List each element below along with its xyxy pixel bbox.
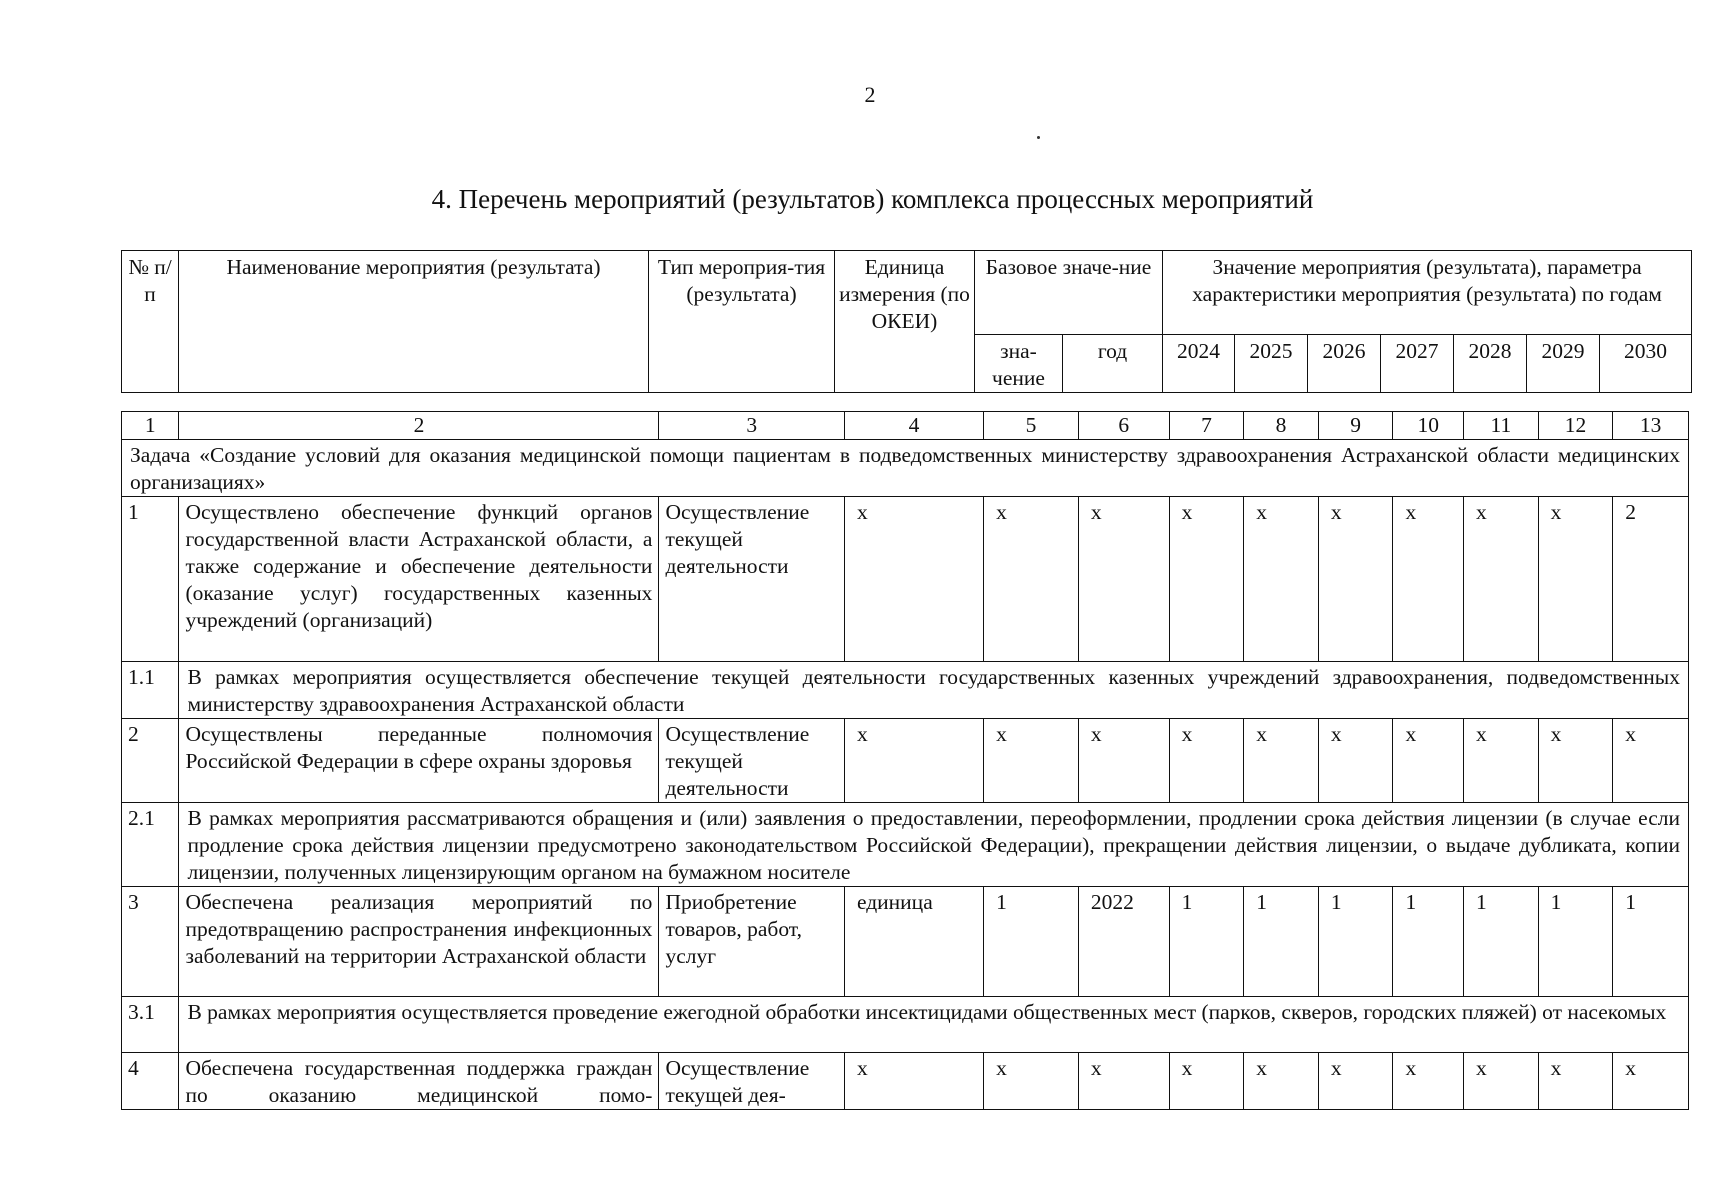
- header-unit: Единица измерения (по ОКЕИ): [835, 251, 975, 393]
- row-number: 2.1: [122, 803, 179, 887]
- value-cell: x: [1169, 719, 1244, 803]
- value-cell: x: [1244, 719, 1319, 803]
- value-cell: x: [1318, 497, 1393, 662]
- column-number: 8: [1244, 412, 1319, 440]
- column-number: 6: [1078, 412, 1169, 440]
- column-number: 9: [1318, 412, 1393, 440]
- header-year: 2028: [1454, 335, 1527, 393]
- column-number: 12: [1538, 412, 1613, 440]
- value-cell: 1: [1538, 887, 1613, 997]
- value-cell: x: [1538, 719, 1613, 803]
- section-title: 4. Перечень мероприятий (результатов) комплекса процессных мероприятий: [431, 184, 1314, 214]
- column-number-row: [122, 412, 1689, 440]
- value-cell: x: [1318, 1053, 1393, 1110]
- value-cell: 1: [1464, 887, 1539, 997]
- column-number: 4: [844, 412, 983, 440]
- page-number: 2: [864, 82, 876, 107]
- header-type: Тип мероприя-тия (результата): [649, 251, 835, 393]
- value-cell: x: [1613, 719, 1689, 803]
- value-cell: x: [1318, 719, 1393, 803]
- unit-cell: единица: [844, 887, 983, 997]
- column-number: 3: [659, 412, 845, 440]
- value-cell: x: [1538, 497, 1613, 662]
- row-number: 1: [122, 497, 179, 662]
- value-cell: x: [1464, 497, 1539, 662]
- column-number: 5: [984, 412, 1079, 440]
- header-base-year: год: [1063, 335, 1163, 393]
- header-base-value: зна-чение: [975, 335, 1063, 393]
- value-cell: x: [1613, 1053, 1689, 1110]
- value-cell: x: [1393, 1053, 1464, 1110]
- value-cell: x: [1538, 1053, 1613, 1110]
- value-cell: 1: [1318, 887, 1393, 997]
- row-number: 1.1: [122, 662, 179, 719]
- header-year: 2027: [1381, 335, 1454, 393]
- measure-note: В рамках мероприятия осуществляется проведение ежегодной обработки инсектицидами общественных мест (парков, скверов, городских пляжей) от насекомых: [179, 997, 1689, 1053]
- row-number: 3.1: [122, 997, 179, 1053]
- value-cell: 1: [1393, 887, 1464, 997]
- header-year: 2029: [1527, 335, 1600, 393]
- value-cell: x: [1244, 497, 1319, 662]
- measure-name: Обеспечена государственная поддержка граждан по оказанию медицинской помо-: [179, 1053, 659, 1110]
- task-text: Задача «Создание условий для оказания медицинской помощи пациентам в подведомственных министерству здравоохранения Астраханской области медицинских организациях»: [122, 440, 1689, 497]
- table-row: [122, 803, 1689, 887]
- measure-type: Приобретение товаров, работ, услуг: [659, 887, 845, 997]
- base-year-cell: 2022: [1078, 887, 1169, 997]
- measure-name: Осуществлено обеспечение функций органов государственной власти Астраханской области, а также содержание и обеспечение деятельности (оказание услуг) государственных казенных учреждений (организаций): [179, 497, 659, 662]
- value-cell: x: [1078, 719, 1169, 803]
- measure-note: В рамках мероприятия рассматриваются обращения и (или) заявления о предоставлении, переоформлении, продлении срока действия лицензии (в случае если продление срока действия лицензии предусмотрено законодательством Российской Федерации), прекращении действия лицензии, о выдаче дубликата, копии лицензии, полученных лицензирующим органом на бумажном носителе: [179, 803, 1689, 887]
- measure-type: Осуществление текущей дея-: [659, 1053, 845, 1110]
- task-row: [122, 440, 1689, 497]
- column-number: 13: [1613, 412, 1689, 440]
- table-row: [122, 997, 1689, 1053]
- value-cell: x: [984, 719, 1079, 803]
- value-cell: x: [1393, 719, 1464, 803]
- value-cell: x: [984, 497, 1079, 662]
- header-year: 2025: [1235, 335, 1308, 393]
- header-year: 2024: [1163, 335, 1235, 393]
- column-number: 1: [122, 412, 179, 440]
- header-values: Значение мероприятия (результата), параметра характеристики мероприятия (результата) по годам: [1163, 251, 1692, 335]
- measure-name: Осуществлены переданные полномочия Российской Федерации в сфере охраны здоровья: [179, 719, 659, 803]
- row-number: 3: [122, 887, 179, 997]
- header-table: [121, 250, 1692, 393]
- measure-type: Осуществление текущей деятельности: [659, 497, 845, 662]
- table-row: [122, 719, 1689, 803]
- value-cell: 1: [1169, 887, 1244, 997]
- value-cell: x: [1393, 497, 1464, 662]
- value-cell: x: [844, 1053, 983, 1110]
- value-cell: x: [1169, 497, 1244, 662]
- measure-type: Осуществление текущей деятельности: [659, 719, 845, 803]
- scan-speck: [1037, 136, 1040, 139]
- measures-table: [121, 411, 1689, 1110]
- value-cell: x: [1078, 1053, 1169, 1110]
- value-cell: 2: [1613, 497, 1689, 662]
- column-number: 7: [1169, 412, 1244, 440]
- value-cell: x: [1464, 1053, 1539, 1110]
- header-year: 2026: [1308, 335, 1381, 393]
- table-row: [122, 497, 1689, 662]
- value-cell: x: [1078, 497, 1169, 662]
- value-cell: 1: [1613, 887, 1689, 997]
- table-row: [122, 662, 1689, 719]
- value-cell: x: [844, 719, 983, 803]
- value-cell: x: [844, 497, 983, 662]
- header-base: Базовое значе-ние: [975, 251, 1163, 335]
- value-cell: x: [984, 1053, 1079, 1110]
- row-number: 2: [122, 719, 179, 803]
- measure-name: Обеспечена реализация мероприятий по предотвращению распространения инфекционных заболеваний на территории Астраханской области: [179, 887, 659, 997]
- measure-note: В рамках мероприятия осуществляется обеспечение текущей деятельности государственных казенных учреждений здравоохранения, подведомственных министерству здравоохранения Астраханской области: [179, 662, 1689, 719]
- column-number: 11: [1464, 412, 1539, 440]
- value-cell: x: [1169, 1053, 1244, 1110]
- base-value-cell: 1: [984, 887, 1079, 997]
- header-name: Наименование мероприятия (результата): [179, 251, 649, 393]
- header-year: 2030: [1600, 335, 1692, 393]
- column-number: 2: [179, 412, 659, 440]
- value-cell: x: [1464, 719, 1539, 803]
- table-row: [122, 887, 1689, 997]
- row-number: 4: [122, 1053, 179, 1110]
- table-row: [122, 1053, 1689, 1110]
- value-cell: x: [1244, 1053, 1319, 1110]
- header-num: № п/п: [122, 251, 179, 393]
- value-cell: 1: [1244, 887, 1319, 997]
- column-number: 10: [1393, 412, 1464, 440]
